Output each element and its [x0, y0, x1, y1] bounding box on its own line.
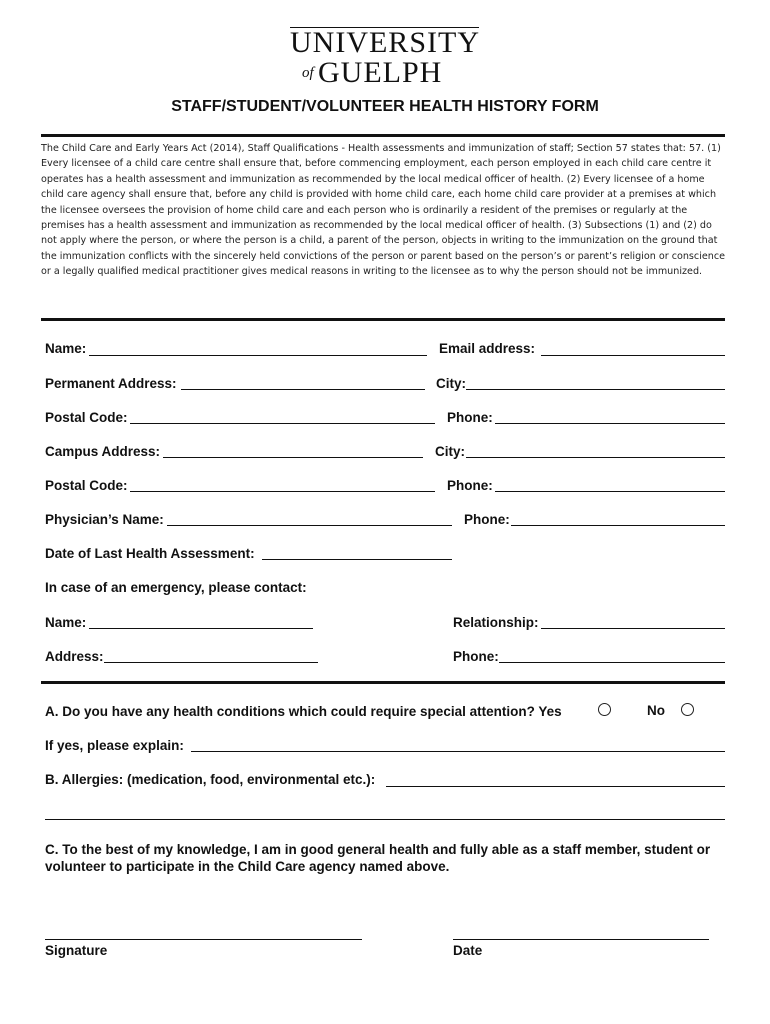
- physician-phone-field[interactable]: [511, 525, 725, 526]
- emergency-address-label: Address:: [45, 649, 104, 664]
- date-field[interactable]: [453, 939, 709, 940]
- campus-city-label: City:: [435, 444, 465, 459]
- no-label: No: [647, 703, 665, 718]
- emergency-name-field[interactable]: [89, 628, 313, 629]
- section-divider-top: [41, 318, 725, 321]
- question-b-label: B. Allergies: (medication, food, environmental etc.):: [45, 772, 376, 787]
- form-title: STAFF/STUDENT/VOLUNTEER HEALTH HISTORY FORM: [171, 98, 599, 115]
- logo-guelph-text: GUELPH: [318, 56, 443, 89]
- phone-label: Phone:: [447, 410, 493, 425]
- logo-university-text: UNIVERSITY: [290, 26, 480, 59]
- emergency-phone-field[interactable]: [499, 662, 725, 663]
- city-label: City:: [436, 376, 466, 391]
- allergies-field-line-2[interactable]: [45, 819, 725, 820]
- physician-name-label: Physician’s Name:: [45, 512, 164, 527]
- postal-code-field[interactable]: [130, 423, 435, 424]
- emergency-name-label: Name:: [45, 615, 87, 630]
- permanent-address-field[interactable]: [181, 389, 425, 390]
- legislation-paragraph: The Child Care and Early Years Act (2014), Staff Qualifications - Health assessments and immunization of staff; Section 57 states that: 57. (1) Every licensee of a child care centre shall ensure that, before commencing employment, each person employed in each child care centre it operates has a health assessment and immunization as recommended by the local medical officer of health. (2) Every licensee of a home child care agency shall ensure that, before any child is provided with home child care, each home child care provider at a premises at which the licensee oversees the provision of home child care and each person who is ordinarily a resident of the premises or regularly at the premises has a health assessment and immunization as recommended by the local medical officer of health. (3) Subsections (1) and (2) do not apply where the person, or where the person is a child, a parent of the person, objects in writing to the immunization on the ground that the immunization conflicts with the sincerely held convictions of the person or parent based on the person’s or parent’s religion or conscience or a legally qualified medical practitioner gives medical reasons in writing to the licensee as to why the person should not be immunized.: [41, 143, 726, 278]
- section-divider-middle: [41, 681, 725, 684]
- phone-field[interactable]: [495, 423, 725, 424]
- emergency-phone-label: Phone:: [453, 649, 499, 664]
- physician-name-field[interactable]: [167, 525, 452, 526]
- last-assessment-label: Date of Last Health Assessment:: [45, 546, 255, 561]
- signature-label: Signature: [45, 943, 108, 958]
- yes-radio[interactable]: [598, 703, 611, 716]
- email-label: Email address:: [439, 341, 536, 356]
- physician-phone-label: Phone:: [464, 512, 510, 527]
- last-assessment-field[interactable]: [262, 559, 452, 560]
- name-label: Name:: [45, 341, 87, 356]
- title-divider: [41, 134, 725, 137]
- signature-field[interactable]: [45, 939, 362, 940]
- emergency-heading: In case of an emergency, please contact:: [45, 580, 307, 595]
- postal-code-label: Postal Code:: [45, 410, 128, 425]
- logo-of-text: of: [302, 65, 314, 81]
- email-field[interactable]: [541, 355, 725, 356]
- explain-label: If yes, please explain:: [45, 738, 184, 753]
- name-field[interactable]: [89, 355, 427, 356]
- campus-phone-field[interactable]: [495, 491, 725, 492]
- relationship-field[interactable]: [541, 628, 725, 629]
- emergency-address-field[interactable]: [104, 662, 318, 663]
- campus-address-label: Campus Address:: [45, 444, 161, 459]
- allergies-field[interactable]: [386, 786, 725, 787]
- campus-city-field[interactable]: [466, 457, 725, 458]
- relationship-label: Relationship:: [453, 615, 539, 630]
- question-c-statement: C. To the best of my knowledge, I am in good general health and fully able as a staff member, student or volunteer to participate in the Child Care agency named above.: [45, 842, 711, 874]
- explain-field[interactable]: [191, 751, 725, 752]
- campus-postal-code-field[interactable]: [130, 491, 435, 492]
- university-of-guelph-logo: [250, 22, 520, 92]
- question-a-text: A. Do you have any health conditions which could require special attention? Yes: [45, 704, 562, 719]
- permanent-address-label: Permanent Address:: [45, 376, 177, 391]
- date-label: Date: [453, 943, 483, 958]
- no-radio[interactable]: [681, 703, 694, 716]
- campus-address-field[interactable]: [163, 457, 423, 458]
- city-field[interactable]: [466, 389, 725, 390]
- campus-postal-code-label: Postal Code:: [45, 478, 128, 493]
- campus-phone-label: Phone:: [447, 478, 493, 493]
